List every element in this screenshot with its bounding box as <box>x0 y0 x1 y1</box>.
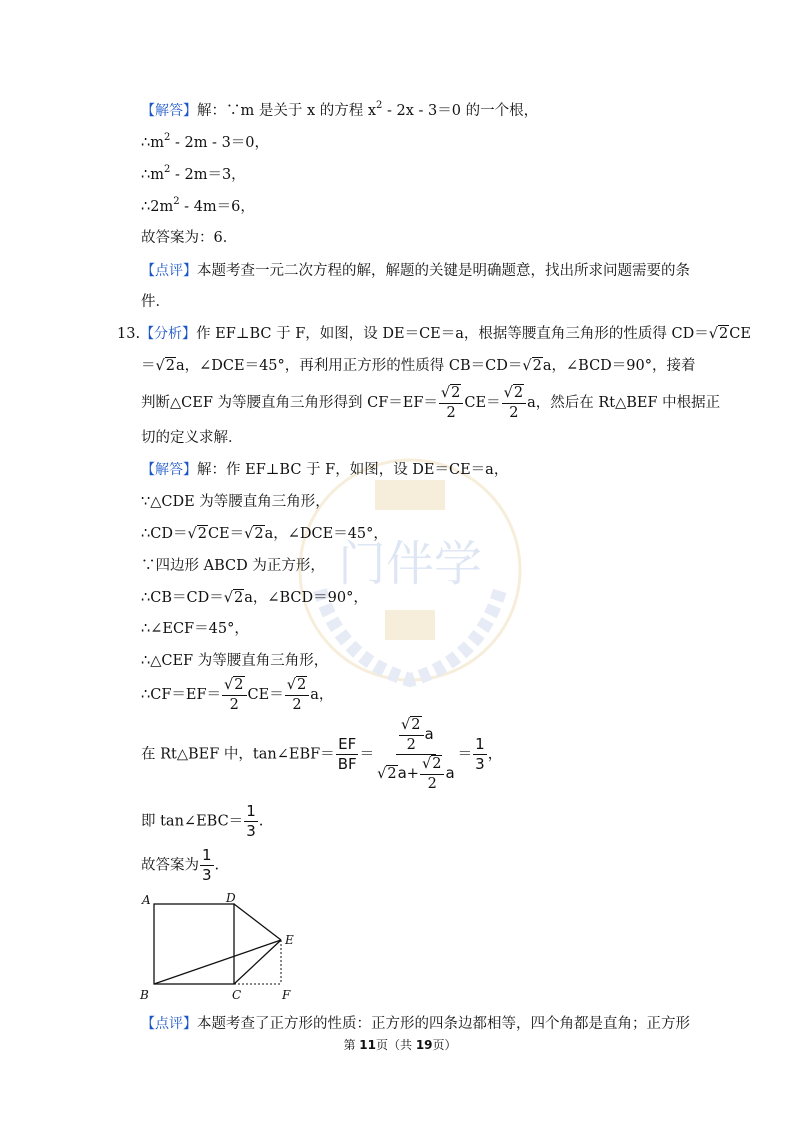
q12-comment-line-2: 件． <box>141 294 170 310</box>
segment-de <box>234 904 281 940</box>
q12-step-1: $\therefore m^2 - 2m - 3=0$， <box>141 132 270 151</box>
q13-solution-line-6: ∴∠ECF＝45°， <box>141 621 249 637</box>
q13-solution-line-1: 【解答】解：作 EF⊥BC 于 F，如图，设 DE＝CE＝a， <box>141 462 509 478</box>
comment-tag: 【点评】 <box>141 263 197 279</box>
label-f: F <box>282 988 291 1002</box>
ef-over-bf: $\frac{EF}{BF}$ <box>337 735 357 773</box>
q13-analysis-line-2: ＝√2a，∠DCE＝45°，再利用正方形的性质得 CB＝CD＝√2a，∠BCD＝90°，接着 <box>141 358 696 374</box>
q13-analysis-line-4: 切的定义求解． <box>141 430 243 446</box>
compound-fraction: $\frac{√2}{2}$ a √2a+ $\frac{√2}{2}$ a <box>377 717 455 792</box>
segment-ce <box>234 940 281 984</box>
q13-solution-line-4: ∵四边形 ABCD 为正方形， <box>141 558 325 574</box>
watermark-text: 门伴学 <box>337 536 483 592</box>
q12-comment-line-1: 【点评】本题考查一元二次方程的解，解题的关键是明确题意，找出所求问题需要的条 <box>141 263 690 279</box>
label-e: E <box>285 933 294 947</box>
q13-solution-line-7: ∴△CEF 为等腰直角三角形， <box>141 653 329 669</box>
q12-step-3: $\therefore 2m^2 - 4m=6$， <box>141 196 255 215</box>
segment-be <box>154 940 281 984</box>
q12-answer-line: 【解答】解：∵m 是关于 x 的方程 $x^2 - 2x - 3=0$ 的一个根， <box>141 100 539 119</box>
label-b: B <box>140 988 149 1002</box>
label-c: C <box>232 988 242 1002</box>
label-d: D <box>226 891 236 905</box>
q12-step-2: $\therefore m^2 - 2m=3$， <box>141 164 246 183</box>
answer-tag: 【解答】 <box>141 462 197 478</box>
total-pages: 19 <box>415 1038 433 1052</box>
page-footer: 第 11页（共 19页） <box>343 1038 457 1052</box>
q12-final-answer: 故答案为：6． <box>141 230 238 246</box>
q13-solution-line-3: ∴CD＝√2CE＝√2a，∠DCE＝45°， <box>141 526 388 542</box>
q13-solution-line-2: ∵△CDE 为等腰直角三角形， <box>141 494 330 510</box>
answer-tag: 【解答】 <box>141 103 197 119</box>
q13-tan-ebf-line: 在 Rt△BEF 中，tan∠EBF＝ $\frac{EF}{BF}$ ＝ $\frac{√2}{2}$ a √2a+ $\frac{√2}{2}$ a ＝ $\frac{1}{3}$ ， <box>141 717 503 792</box>
comment-tag: 【点评】 <box>141 1016 197 1032</box>
q13-tan-ebc-line: 即 tan∠EBC＝ $\frac{1}{3}$ . <box>141 802 264 840</box>
question-number: 13. <box>117 326 141 342</box>
label-a: A <box>142 893 151 907</box>
page-number: 11 <box>359 1038 376 1052</box>
q13-solution-line-5: ∴CB＝CD＝√2a，∠BCD＝90°， <box>141 590 368 606</box>
one-third: $\frac{1}{3}$ <box>475 735 485 773</box>
q13-analysis-line-1: 13.【分析】作 EF⊥BC 于 F，如图，设 DE＝CE＝a，根据等腰直角三角形的性质得 CD＝√2CE <box>117 326 751 342</box>
square-abcd <box>154 904 234 984</box>
q13-analysis-line-3: 判断△CEF 为等腰直角三角形得到 CF＝EF＝ $\frac{√2}{2}$ CE＝ $\frac{√2}{2}$ a，然后在 Rt△BEF 中根据正 <box>141 385 721 421</box>
q13-comment-line: 【点评】本题考查了正方形的性质：正方形的四条边都相等，四个角都是直角；正方形 <box>141 1016 690 1032</box>
geometry-figure <box>134 890 304 1005</box>
q13-solution-line-8: ∴CF＝EF＝ $\frac{√2}{2}$ CE＝ $\frac{√2}{2}$ a， <box>141 677 334 713</box>
q13-final-answer: 故答案为 $\frac{1}{3}$ . <box>141 846 220 884</box>
analysis-tag: 【分析】 <box>140 326 197 342</box>
